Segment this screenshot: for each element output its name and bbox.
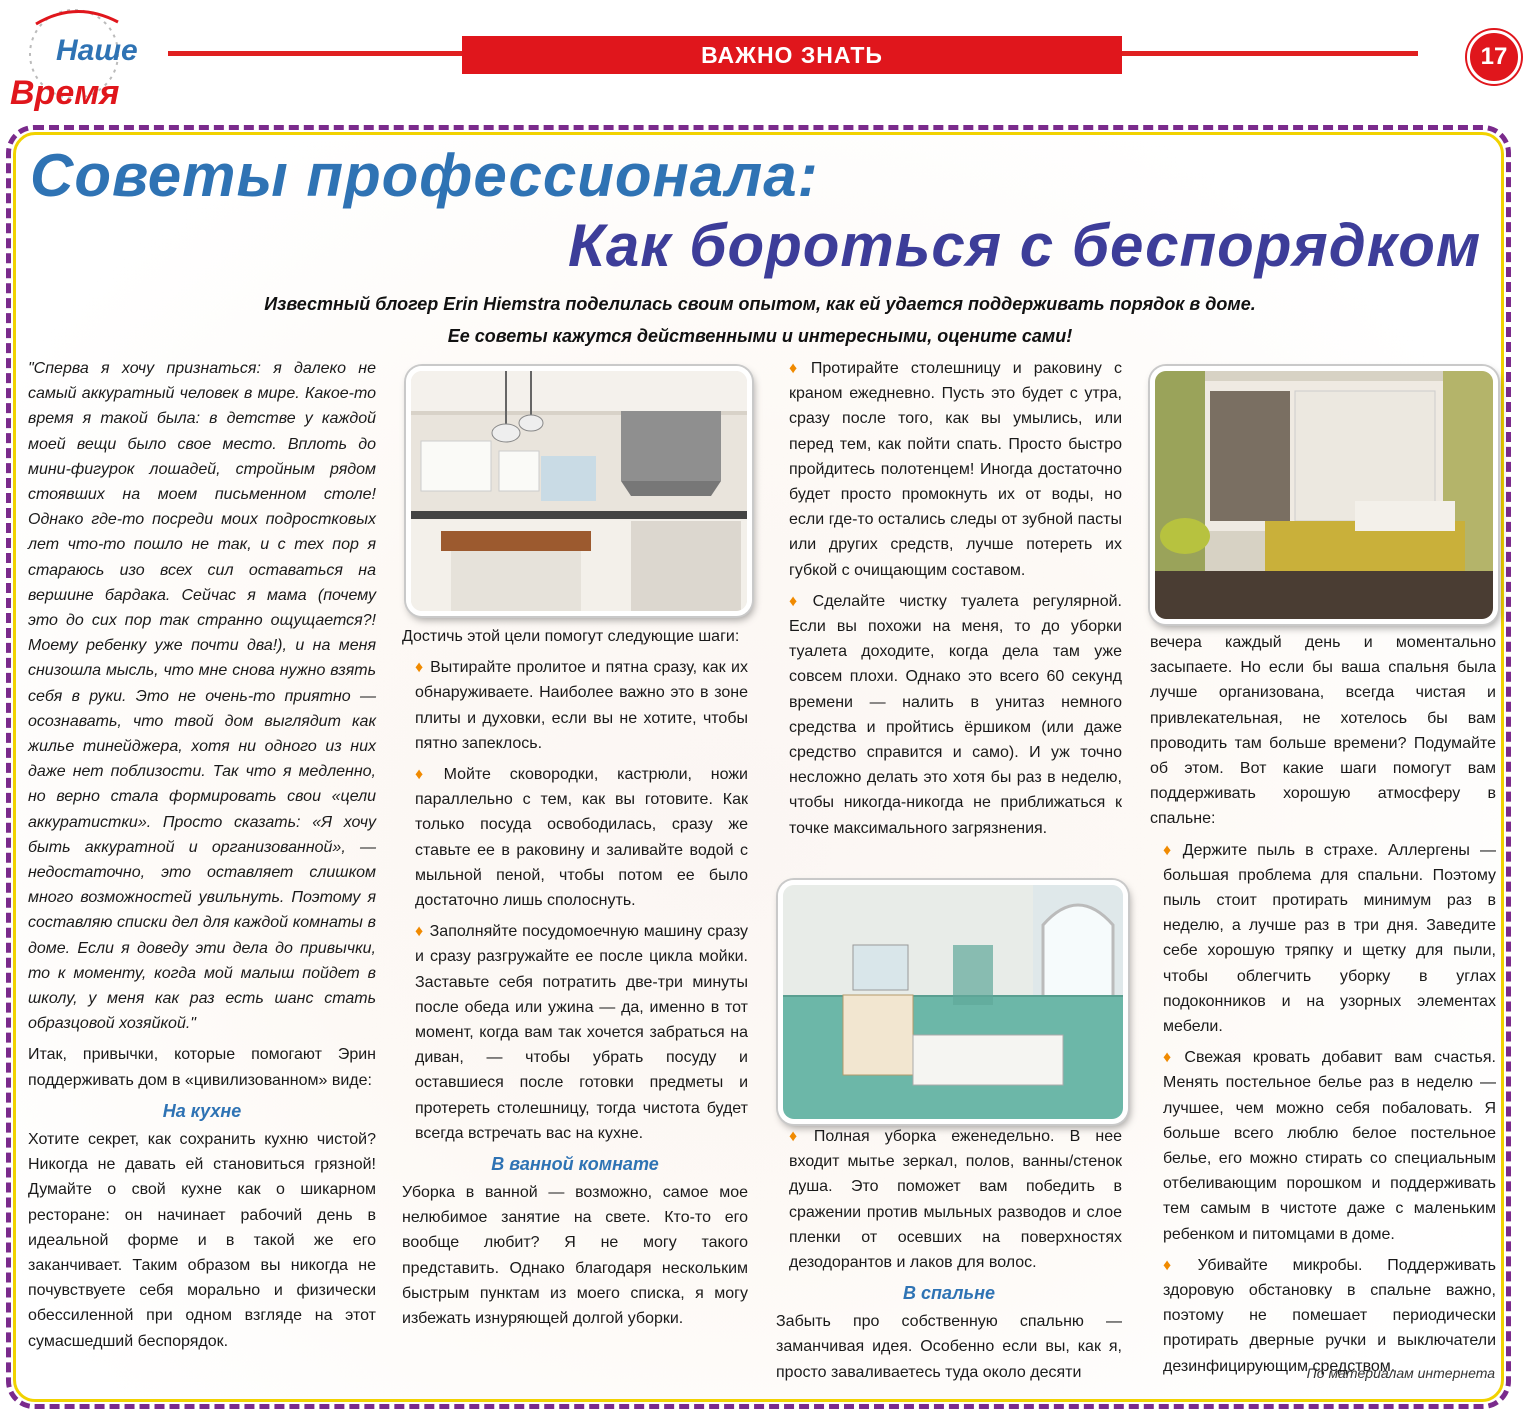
bathroom-text: Уборка в ванной — возможно, самое мое нелюбимое занятие на свете. Кто-то его вообще любит? Я не могу такого представить. Однако благодаря нескольким быстрым пунктам из моего списка, я могу избежать изнуряющей долгой уборки. — [402, 1184, 748, 1328]
article-lead — [90, 288, 1430, 352]
bedroom-heading: В спальне — [902, 1283, 995, 1304]
bathroom-bullet: ♦ Полная уборка еженедельно. В нее входит мытье зеркал, полов, ванны/стенок душа. Это поможет вам победить в сражении против мыльных разводов и слое пленки от осевших на поверхностях дезодорантов и лаков для волос. — [789, 1128, 1122, 1272]
bedroom-text-part2: вечера каждый день и моментально засыпаете. Но если бы ваша спальня была лучше организована, всегда чистая и привлекательная, не хотелось бы вам проводить там больше времени? Подумайте об этом. Вот какие шаги помогут вам поддерживать хорошую атмосферу в спальне: — [1150, 634, 1496, 828]
svg-text:Время: Время — [10, 74, 120, 112]
bathroom-heading: В ванной комнате — [491, 1154, 659, 1175]
column-4 — [1150, 630, 1496, 1385]
page-number: 17 — [1467, 30, 1521, 84]
bullet-diamond-icon: ♦ — [789, 1128, 808, 1145]
kitchen-text: Хотите секрет, как сохранить кухню чистой? Никогда не давать ей становиться грязной! Думайте о свой кухне как о шикарном ресторане: он начинает рабочий день в идеальной форме и в такой же его заканчивает. Таким образом вы никогда не почувствуете себя морально и физически обессиленной при одном взгляде на этот сумасшедший беспорядок. — [28, 1130, 376, 1350]
bedroom-bullet: ♦ Держите пыль в страхе. Аллергены — большая проблема для спальни. Поэтому пыль стоит протирать минимум раз в неделю, а лучше раз в три дня. Заведите себе хорошую тряпку и щетку для пыли, чтобы облегчить уборку в углах подоконников и на узорных элементах мебели. — [1163, 841, 1496, 1036]
kitchen-photo — [406, 366, 752, 616]
bullet-diamond-icon: ♦ — [1163, 841, 1177, 859]
kitchen-bullet: ♦ Заполняйте посудомоечную машину сразу и сразу разгружайте ее после цикла мойки. Заставьте себя потратить две-три минуты после обеда или ужина — да, именно в тот момент, когда вам так хочется забраться на диван, — чтобы убрать посуду и оставшиеся после готовки предметы и протереть столешницу, тогда чистота будет всегда встречать вас на кухне. — [415, 923, 748, 1142]
bathroom-bullet: ♦ Сделайте чистку туалета регулярной. Если вы похожи на меня, то до уборки туалета доходите, когда дела там уже совсем плохи. Однако это всего 60 секунд времени — налить в унитаз немного средства и пройтись ёршиком (или даже средство справится и само). И уж точно несложно делать это хотя бы раз в неделю, чтобы никогда-никогда не приближаться к точке максимального загрязнения. — [789, 592, 1122, 837]
column-3-top — [776, 356, 1122, 847]
bullet-diamond-icon: ♦ — [415, 659, 425, 677]
lead-line2: Ее советы кажутся действенными и интересными, оцените сами! — [447, 326, 1073, 346]
intro-quote: "Сперва я хочу признаться: я далеко не самый аккуратный человек в мире. Какое-то время я такой была: в детстве у каждой моей вещи было свое место. Вплоть до мини-фигурок лошадей, стройным рядом стоявших на моем письменном столе! Однако где-то посреди моих подростковых лет что-то пошло не так, и с тех пор я стараюсь изо всех сил оставаться на вершине бардака. Сейчас я мама (почему это до сих пор так странно ощущается?! Моему ребенку уже почти два!), и на меня снизошла мысль, что мне снова нужно взять себя в руки. Это не очень-то приятно — осознавать, что твой дом выглядит как жилье тинейджера, хотя ни одного из них даже нет поблизости. Так что я медленно, но верно стала формировать свои «цели аккуратистки». Просто сказать: «Я хочу быть аккуратной и организованной», — недостаточно, это оставляет слишком много возможностей увильнуть. Поэтому я составляю списки дел для каждой комнаты в доме. Если я доведу эти дела до привычки, то к моменту, когда мой малыш пойдет в школу, у меня как раз есть шанс стать образцовой хозяйкой." — [28, 360, 376, 1033]
bedroom-bullet: ♦ Свежая кровать добавит вам счастья. Менять постельное белье раз в неделю — лучшее, чем можно себя побаловать. Я больше всего люблю белое постельное белье, его можно стирать со специальным отбеливающим порошком и поддерживать тем самым в чистоте даже с маленьким ребенком и питомцами в доме. — [1163, 1049, 1496, 1243]
bullet-diamond-icon: ♦ — [415, 923, 424, 941]
bathroom-bullet: ♦ Протирайте столешницу и раковину с краном ежедневно. Пусть это будет с утра, сразу после того, как вы умылись, или перед тем, как пойти спать. Просто быстро пройдитесь полотенцем! Иногда достаточно будет просто промокнуть их от воды, но если где-то остались следы от зубной пасты или других средств, лучше потереть их губкой с очищающим составом. — [789, 360, 1123, 579]
article-title-line2: Как бороться с беспорядком — [568, 212, 1482, 279]
section-label: ВАЖНО ЗНАТЬ — [462, 36, 1122, 74]
header-rule-left — [168, 51, 468, 56]
bedroom-photo — [1150, 366, 1498, 624]
habits-intro: Итак, привычки, которые помогают Эрин поддерживать дом в «цивилизованном» виде: — [28, 1046, 376, 1089]
bathroom-photo — [778, 880, 1128, 1124]
bullet-diamond-icon: ♦ — [789, 592, 807, 610]
kitchen-steps-intro: Достичь этой цели помогут следующие шаги: — [402, 628, 740, 645]
svg-text:Наше: Наше — [56, 34, 138, 67]
bullet-diamond-icon: ♦ — [789, 360, 805, 377]
kitchen-heading: На кухне — [162, 1100, 242, 1121]
header-rule-right — [1118, 51, 1418, 56]
kitchen-bullet: ♦ Вытирайте пролитое и пятна сразу, как их обнаруживаете. Наиболее важно это в зоне плиты и духовки, если вы не хотите, чтобы пятно запеклось. — [415, 659, 748, 752]
bullet-diamond-icon: ♦ — [415, 766, 438, 784]
source-credit: По материалам интернета — [1306, 1365, 1495, 1381]
column-1 — [28, 356, 376, 1360]
article-title-line1: Советы профессионала: — [30, 142, 819, 209]
bullet-diamond-icon: ♦ — [1163, 1049, 1179, 1067]
column-2 — [402, 624, 748, 1337]
column-3-bottom — [776, 1124, 1122, 1391]
bedroom-text-part1: Забыть про собственную спальню — заманчивая идея. Особенно если вы, как я, просто заваливаетесь туда около десяти — [776, 1313, 1122, 1381]
bullet-diamond-icon: ♦ — [1163, 1256, 1192, 1274]
newspaper-logo — [6, 4, 156, 112]
kitchen-bullet: ♦ Мойте сковородки, кастрюли, ножи параллельно с тем, как вы готовите. Как только посуда освободилась, сразу же ставьте ее в раковину и заливайте водой с мыльной пеной, чтобы потом ее было достаточно лишь сполоснуть. — [415, 766, 748, 910]
lead-line1: Известный блогер Erin Hiemstra поделилась своим опытом, как ей удается поддерживать порядок в доме. — [264, 294, 1256, 314]
bedroom-bullet: ♦ Убивайте микробы. Поддерживать здоровую обстановку в спальне важно, поэтому не помешает периодически протирать дверные ручки и выключатели дезинфицирующим средством. — [1163, 1256, 1496, 1375]
